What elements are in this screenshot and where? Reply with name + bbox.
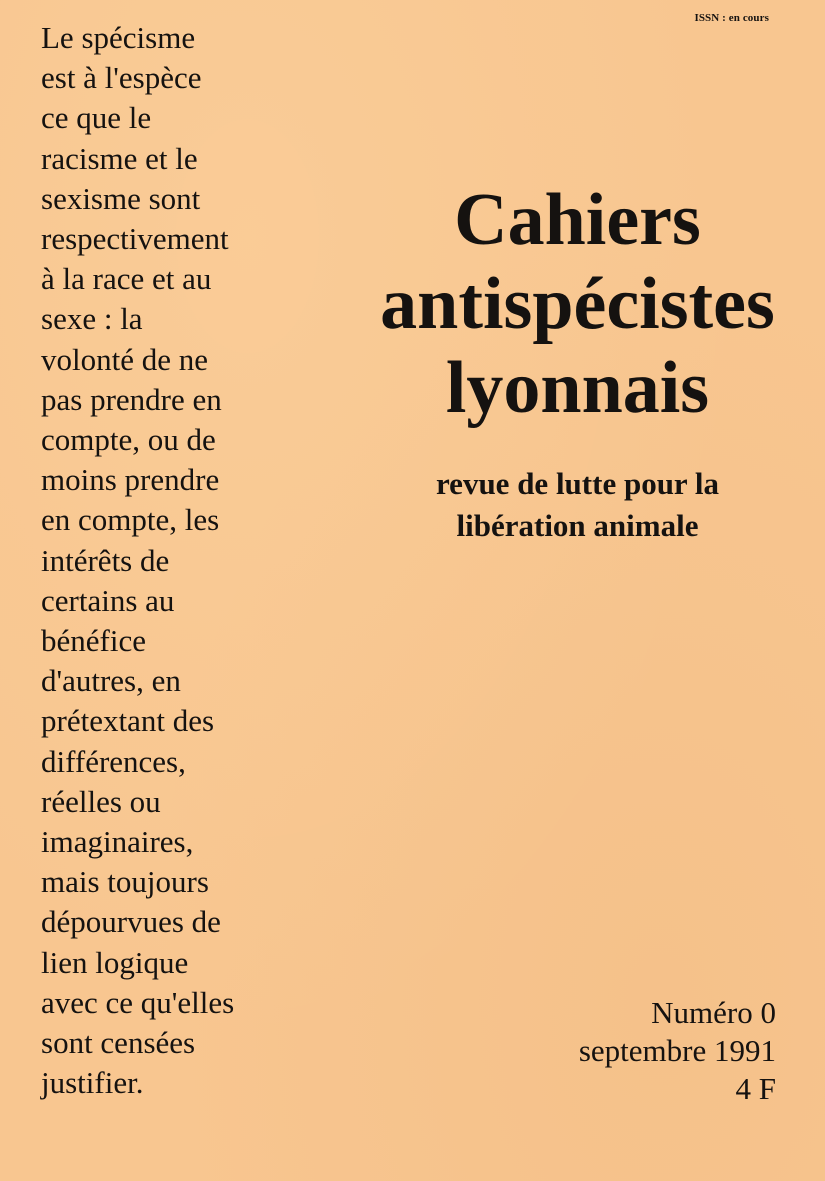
quote-line: est à l'espèce [41,60,202,96]
title-line: lyonnais [445,347,710,429]
subtitle-line: libération animale [456,508,699,543]
quote-line: prétextant des [41,703,215,739]
quote-line: avec ce qu'elles [41,984,235,1020]
quote-line: sont censées [41,1025,196,1061]
quote-line: sexe : la [41,301,143,337]
quote-line: bénéfice [41,623,146,659]
magazine-title [340,178,815,430]
issue-price: 4 F [735,1071,776,1106]
quote-line: réelles ou [41,783,161,819]
issue-number: Numéro 0 [651,995,776,1030]
quote-line: imaginaires, [41,824,194,860]
quote-line: intérêts de [41,542,170,578]
quote-line: différences, [41,743,186,779]
quote-line: d'autres, en [41,663,181,699]
subtitle-line: revue de lutte pour la [435,466,719,501]
issue-info [579,994,776,1108]
title-block [340,178,815,547]
quote-line: certains au [41,582,175,618]
issue-date: septembre 1991 [578,1033,776,1068]
quote-line: lien logique [41,944,189,980]
quote-line: à la race et au [41,261,212,297]
quote-line: racisme et le [41,140,198,176]
quote-line: compte, ou de [41,422,216,458]
quote-line: en compte, les [41,502,220,538]
issn-label: ISSN : en cours [694,12,769,24]
quote-line: respectivement [41,221,229,257]
quote-line: sexisme sont [41,180,201,216]
quote-line: ce que le [41,100,152,136]
title-line: antispécistes [380,263,775,345]
speciesism-definition-quote [41,18,341,1103]
quote-line: pas prendre en [41,381,222,417]
quote-line: volonté de ne [41,341,209,377]
quote-line: dépourvues de [41,904,221,940]
quote-line: mais toujours [41,864,209,900]
title-line: Cahiers [454,179,701,261]
quote-line: justifier. [41,1065,144,1101]
magazine-subtitle [340,463,815,547]
quote-line: Le spécisme [41,20,196,55]
quote-line: moins prendre [41,462,220,498]
